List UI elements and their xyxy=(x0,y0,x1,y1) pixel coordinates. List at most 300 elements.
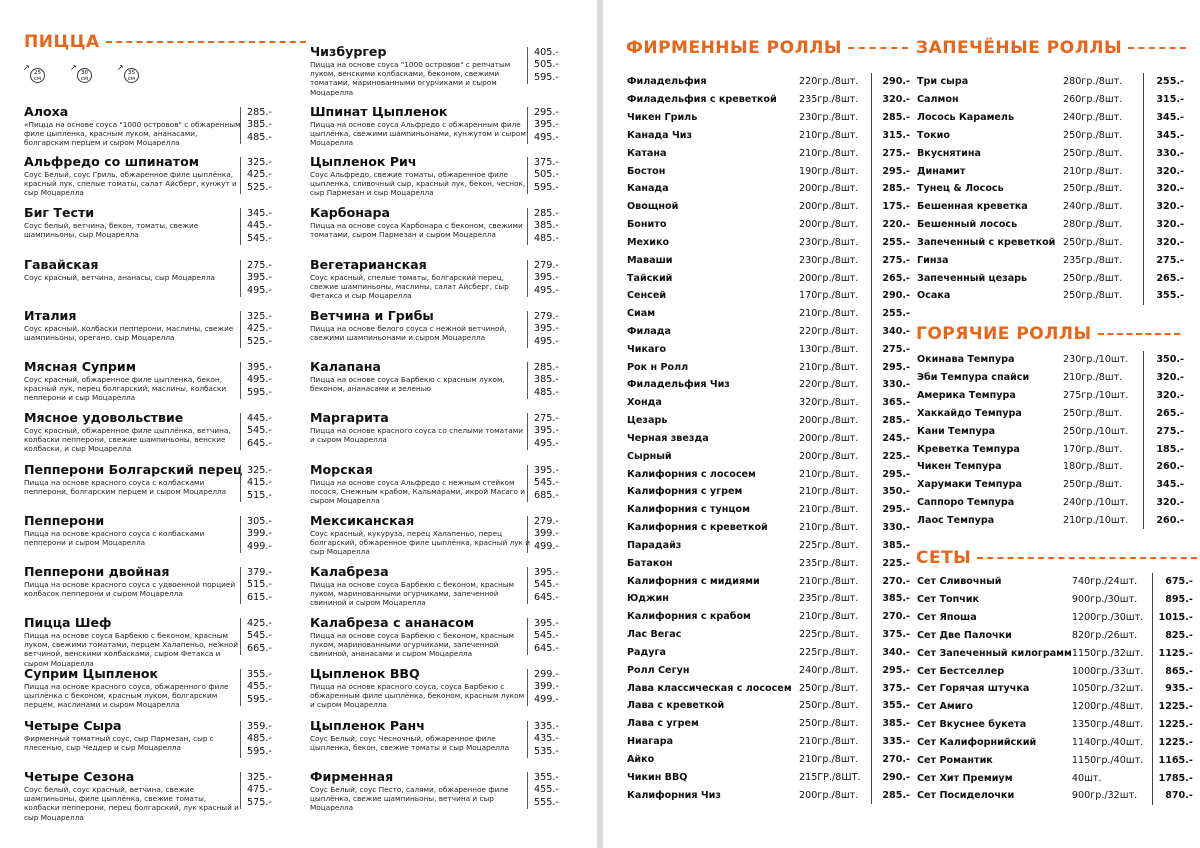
pizza-name: Биг Тести xyxy=(24,205,95,220)
item-name: Чикаго xyxy=(627,343,667,355)
pizza-description: Соус Альфредо, свежие томаты, обжаренное филе цыпленка, сливочный сыр, красный лук, бекон, чеснок, сыр Пармезан и сыр Моцарелла xyxy=(310,170,526,198)
pizza-item xyxy=(310,308,576,347)
item-price: 290.- xyxy=(882,290,910,302)
menu-row xyxy=(917,494,1184,512)
item-name: Бонито xyxy=(627,219,667,231)
item-weight: 230гр./8шт. xyxy=(799,236,859,248)
menu-row xyxy=(917,287,1184,305)
menu-row xyxy=(627,126,910,144)
pizza-price: 399.- xyxy=(534,528,559,540)
hot-rolls-list xyxy=(917,351,1184,529)
menu-row xyxy=(917,369,1184,387)
pizza-name: Четыре Сыра xyxy=(24,718,122,733)
item-price: 295.- xyxy=(882,361,910,373)
pizza-price: 395.- xyxy=(534,567,559,578)
item-weight: 40шт. xyxy=(1071,772,1102,784)
pizza-description: «Пицца на основе соуса "1000 островов" с обжаренным филе цыпленка, красным луком, ананасами, болгарским перцем и сыром Моцарелла xyxy=(24,120,241,148)
menu-row xyxy=(917,144,1184,162)
item-price: 355.- xyxy=(1156,290,1184,302)
item-name: Лосось Карамель xyxy=(917,112,1015,124)
pizza-price: 515.- xyxy=(247,489,272,501)
pizza-description: Пицца на основе красного соуса с удвоенной порцией колбасок пепперони и сыром Моцарелла xyxy=(24,580,236,599)
item-price: 330.- xyxy=(1156,147,1184,159)
item-name: Харумаки Темпура xyxy=(917,479,1022,491)
pizza-name: Мясное удовольствие xyxy=(24,410,184,425)
menu-row xyxy=(917,440,1184,458)
item-weight: 275гр./10шт. xyxy=(1063,390,1129,402)
pizza-price: 575.- xyxy=(247,796,272,808)
menu-row xyxy=(627,233,910,251)
pizza-price: 595.- xyxy=(534,181,559,193)
item-price: 320.- xyxy=(882,94,910,106)
menu-row xyxy=(917,198,1184,216)
menu-row xyxy=(917,680,1193,698)
item-price: 1165.- xyxy=(1158,754,1193,766)
pizza-price: 485.- xyxy=(534,386,559,398)
item-price: 290.- xyxy=(882,76,910,88)
pizza-price: 525.- xyxy=(247,335,272,347)
item-weight: 210гр./8шт. xyxy=(1063,165,1123,177)
pizza-price: 379.- xyxy=(247,567,272,578)
pizza-item xyxy=(24,769,289,822)
item-name: Тайский xyxy=(627,272,673,284)
pizza-price: 299.- xyxy=(534,669,559,680)
item-name: Юджин xyxy=(627,593,669,605)
pizza-description: Пицца на основе белого соуса с нежной ветчиной, свежими шампиньонами и сыром Моцарелла xyxy=(310,324,507,343)
item-name: Филадельфия с креветкой xyxy=(627,94,777,106)
pizza-prices xyxy=(527,157,576,194)
hot-rolls-title-text: ГОРЯЧИЕ РОЛЛЫ xyxy=(916,324,1092,344)
item-price: 345.- xyxy=(1156,479,1184,491)
diameter-arrow-icon: ↗ xyxy=(117,63,124,72)
item-weight: 220гр./8шт. xyxy=(799,326,859,337)
item-price: 245.- xyxy=(882,432,910,444)
item-price: 825.- xyxy=(1165,629,1193,641)
pizza-price: 375.- xyxy=(534,157,559,168)
menu-row xyxy=(917,476,1184,494)
pizza-price: 275.- xyxy=(247,260,272,271)
item-price: 285.- xyxy=(882,183,910,195)
item-name: Эби Темпура спайси xyxy=(917,372,1030,384)
item-name: Цезарь xyxy=(627,415,668,427)
menu-row xyxy=(917,769,1193,787)
pizza-price: 445.- xyxy=(247,413,272,424)
pizza-price: 455.- xyxy=(247,681,272,693)
item-weight: 250гр./8шт. xyxy=(1063,147,1123,159)
item-weight: 210гр./8шт. xyxy=(799,308,859,320)
menu-row xyxy=(627,162,910,180)
item-weight: 250гр./8шт. xyxy=(799,700,859,712)
item-weight: 200гр./8шт. xyxy=(799,432,859,444)
item-name: Батакон xyxy=(627,557,673,569)
menu-row xyxy=(627,715,910,733)
item-weight: 210гр./8шт. xyxy=(799,504,859,516)
pizza-item xyxy=(310,718,576,757)
menu-row xyxy=(917,751,1193,769)
pizza-price: 275.- xyxy=(534,413,559,424)
menu-row xyxy=(917,458,1184,476)
item-name: Сет Япоша xyxy=(917,612,977,624)
item-weight: 200гр./8шт. xyxy=(799,415,859,427)
item-price: 895.- xyxy=(1165,594,1193,606)
item-name: Бостон xyxy=(627,165,666,177)
item-price: 260.- xyxy=(1156,514,1184,526)
pizza-name: Суприм Цыпленок xyxy=(24,666,159,681)
pizza-price: 385.- xyxy=(534,220,559,232)
pizza-price: 545.- xyxy=(534,630,559,642)
item-price: 175.- xyxy=(882,201,910,213)
item-price: 1125.- xyxy=(1158,647,1193,659)
item-weight: 230гр./10шт. xyxy=(1063,354,1129,366)
pizza-price: 499.- xyxy=(534,693,559,705)
menu-row xyxy=(917,387,1184,405)
item-name: Ролл Сегун xyxy=(627,664,690,676)
pizza-prices xyxy=(527,107,576,144)
menu-row xyxy=(627,216,910,234)
pizza-price: 355.- xyxy=(247,669,272,680)
item-price: 320.- xyxy=(1156,390,1184,402)
pizza-item xyxy=(24,666,289,710)
item-weight: 225гр./8шт. xyxy=(799,646,859,658)
pizza-item xyxy=(310,359,576,398)
item-weight: 250гр./8шт. xyxy=(799,682,859,694)
item-name: Калифорния с креветкой xyxy=(627,522,768,534)
item-name: Чикин BBQ xyxy=(627,771,688,783)
menu-row xyxy=(627,144,910,162)
pizza-item xyxy=(24,513,289,552)
menu-page-right xyxy=(603,0,1200,848)
item-weight: 1350гр./48шт. xyxy=(1071,719,1144,731)
item-weight: 1200гр./30шт. xyxy=(1071,612,1144,624)
pizza-description: Соус красный, спелые томаты, болгарский перец, свежие шампиньоны, маслины, салат Айсберг, сыр Фетакса и сыр Моцарелла xyxy=(310,273,509,301)
pizza-price: 525.- xyxy=(247,181,272,193)
menu-row xyxy=(627,786,910,804)
pizza-price: 685.- xyxy=(534,489,559,501)
item-weight: 250гр./8шт. xyxy=(1063,129,1123,141)
pizza-item xyxy=(24,308,289,347)
item-weight: 1000гр./33шт. xyxy=(1071,665,1144,677)
menu-row xyxy=(627,287,910,305)
pizza-item xyxy=(310,462,576,506)
menu-row xyxy=(917,609,1193,627)
menu-row xyxy=(917,351,1184,369)
item-price: 320.- xyxy=(1156,372,1184,384)
item-weight: 740гр./24шт. xyxy=(1071,576,1138,588)
pizza-prices xyxy=(527,260,576,297)
pizza-price: 495.- xyxy=(534,284,559,296)
item-name: Запеченный с креветкой xyxy=(917,236,1056,248)
pizza-prices xyxy=(527,362,576,399)
item-price: 320.- xyxy=(1156,219,1184,231)
pizza-description: Фирменный томатный соус, сыр Пармезан, сыр с плесенью, сыр Чеддер и сыр Моцарелла xyxy=(24,734,214,753)
pizza-item xyxy=(310,666,576,710)
menu-row xyxy=(917,716,1193,734)
item-weight: 250гр./10шт. xyxy=(1063,425,1129,437)
pizza-name: Маргарита xyxy=(310,410,389,425)
pizza-item xyxy=(24,564,289,603)
item-price: 320.- xyxy=(1156,165,1184,177)
menu-row xyxy=(627,447,910,465)
item-weight: 280гр./8шт. xyxy=(1063,76,1123,88)
item-weight: 190гр./8шт. xyxy=(799,165,859,177)
item-weight: 250гр./8шт. xyxy=(1063,183,1123,195)
item-weight: 250гр./8шт. xyxy=(1063,479,1123,491)
pizza-name: Морская xyxy=(310,462,373,477)
item-price: 275.- xyxy=(1156,425,1184,437)
pizza-price: 395.- xyxy=(247,272,272,284)
pizza-price: 485.- xyxy=(247,733,272,745)
item-price: 870.- xyxy=(1165,790,1193,802)
pizza-price: 545.- xyxy=(534,579,559,591)
pizza-description: Пицца на основе соуса Барбекю с беконом, красным луком, свежими томатами, перцем Халапеньо, нежной ветчиной, венскими колбасками, сыром Фетакса и сыром Моцарелла xyxy=(24,631,239,668)
item-name: Сет Запеченный килограмм xyxy=(917,647,1072,659)
pizza-description: Пицца на основе соуса Альфредо с обжаренным филе цыплёнка, свежими шампиньонами, кунжутом и сыром Моцарелла xyxy=(310,120,526,148)
pizza-prices xyxy=(240,618,289,655)
item-weight: 820гр./26шт. xyxy=(1071,629,1138,641)
pizza-price: 399.- xyxy=(247,528,272,540)
pizza-name: Пепперони двойная xyxy=(24,564,170,579)
pizza-prices xyxy=(527,669,576,706)
menu-row xyxy=(627,554,910,572)
menu-row xyxy=(917,251,1184,269)
item-name: Америка Темпура xyxy=(917,390,1016,402)
item-weight: 235гр./8шт. xyxy=(799,94,859,106)
item-price: 225.- xyxy=(882,557,910,569)
item-weight: 210гр./8шт. xyxy=(799,468,859,480)
pizza-price: 445.- xyxy=(247,220,272,232)
item-price: 290.- xyxy=(882,771,910,783)
pizza-prices xyxy=(527,47,576,84)
pizza-item xyxy=(310,257,576,301)
item-price: 365.- xyxy=(882,397,910,409)
item-name: Сет Бестселлер xyxy=(917,665,1005,677)
title-divider xyxy=(848,47,908,49)
pizza-price: 645.- xyxy=(247,437,272,449)
pizza-description: Соус Белый, соус Чесночный, обжаренное филе цыпленка, бекон, свежие томаты и сыр Моцарелла xyxy=(310,734,510,753)
item-name: Хонда xyxy=(627,397,662,409)
pizza-prices xyxy=(240,721,289,758)
menu-row xyxy=(627,73,910,91)
item-name: Катана xyxy=(627,147,667,159)
pizza-price: 305.- xyxy=(247,516,272,527)
pizza-name: Калабреза xyxy=(310,564,389,579)
item-price: 270.- xyxy=(882,611,910,623)
pizza-price: 279.- xyxy=(534,516,559,527)
pizza-name: Альфредо со шпинатом xyxy=(24,154,200,169)
item-name: Радуга xyxy=(627,646,666,658)
pizza-description: Соус красный, обжаренное филе цыпленка, бекон, красный лук, перец болгарский, маслины, колбаски пепперони и сыр Моцарелла xyxy=(24,375,227,403)
menu-row xyxy=(627,340,910,358)
pizza-price: 545.- xyxy=(247,232,272,244)
pizza-price: 395.- xyxy=(534,425,559,437)
menu-row xyxy=(917,573,1193,591)
pizza-item xyxy=(24,718,289,757)
menu-row xyxy=(917,733,1193,751)
menu-row xyxy=(627,323,910,341)
item-price: 345.- xyxy=(1156,112,1184,124)
menu-row xyxy=(627,483,910,501)
pizza-price: 285.- xyxy=(534,208,559,219)
pizza-price: 285.- xyxy=(534,362,559,373)
baked-rolls-title-text: ЗАПЕЧЁНЫЕ РОЛЛЫ xyxy=(916,38,1123,58)
pizza-description: Пицца на основе соуса Барбекю с красным луком, беконом, ананасами и зеленью xyxy=(310,375,505,394)
pizza-prices xyxy=(240,107,289,144)
pizza-name: Мясная Суприм xyxy=(24,359,137,374)
pizza-name: Цыпленок BBQ xyxy=(310,666,420,681)
pizza-item xyxy=(24,615,289,668)
size-circle-35 xyxy=(117,63,139,83)
item-name: Калифорния с лососем xyxy=(627,468,756,480)
pizza-name: Пепперони xyxy=(24,513,105,528)
sets-title-text: СЕТЫ xyxy=(916,548,972,568)
item-name: Ниагара xyxy=(627,736,674,748)
pizza-item xyxy=(24,410,289,454)
pizza-prices xyxy=(527,772,576,809)
item-name: Айко xyxy=(627,753,655,765)
item-name: Лава с креветкой xyxy=(627,700,725,712)
pizza-price: 345.- xyxy=(247,208,272,219)
size-value: 25 xyxy=(34,70,41,76)
pizza-prices xyxy=(240,311,289,348)
pizza-item xyxy=(310,769,576,813)
pizza-price: 395.- xyxy=(534,323,559,335)
item-weight: 250гр./8шт. xyxy=(1063,236,1123,248)
item-name: Лаос Темпура xyxy=(917,514,995,526)
item-price: 385.- xyxy=(882,718,910,730)
pizza-prices xyxy=(240,208,289,245)
menu-row xyxy=(627,180,910,198)
pizza-description: Пицца на основе соуса Карбонара с беконом, свежими томатами, сыром Пармезан и сыром Моцарелла xyxy=(310,221,523,240)
item-price: 375.- xyxy=(882,682,910,694)
menu-row xyxy=(917,126,1184,144)
item-name: Сиам xyxy=(627,308,656,320)
pizza-price: 495.- xyxy=(534,335,559,347)
pizza-name: Мексиканская xyxy=(310,513,415,528)
item-price: 265.- xyxy=(1156,272,1184,284)
item-price: 320.- xyxy=(1156,183,1184,195)
item-price: 1225.- xyxy=(1158,719,1193,731)
pizza-name: Италия xyxy=(24,308,77,323)
pizza-name: Калапана xyxy=(310,359,381,374)
pizza-item xyxy=(310,44,576,97)
item-price: 320.- xyxy=(1156,236,1184,248)
pizza-item xyxy=(310,104,576,148)
menu-row xyxy=(917,591,1193,609)
item-name: Рок н Ролл xyxy=(627,361,689,373)
item-name: Сет Хит Премиум xyxy=(917,772,1013,784)
pizza-name: Карбонара xyxy=(310,205,390,220)
item-price: 220.- xyxy=(882,219,910,231)
item-price: 355.- xyxy=(882,700,910,712)
item-name: Калифорния с тунцом xyxy=(627,504,750,516)
pizza-prices xyxy=(240,465,289,502)
hot-rolls-title xyxy=(916,324,1180,344)
item-name: Гинза xyxy=(917,254,949,266)
item-weight: 220гр./8шт. xyxy=(799,76,859,88)
item-weight: 230гр./8шт. xyxy=(799,254,859,266)
item-name: Сет Две Палочки xyxy=(917,629,1012,641)
item-weight: 220гр./8шт. xyxy=(799,379,859,391)
item-weight: 235гр./8шт. xyxy=(799,593,859,605)
sets-list xyxy=(917,573,1193,805)
pizza-price: 475.- xyxy=(247,784,272,796)
menu-row xyxy=(917,787,1193,805)
pizza-price: 485.- xyxy=(247,131,272,143)
item-name: Окинава Темпура xyxy=(917,354,1015,366)
item-name: Саппоро Темпура xyxy=(917,497,1015,509)
signature-rolls-list xyxy=(627,73,910,804)
item-weight: 210гр./8шт. xyxy=(799,736,859,748)
menu-row xyxy=(627,412,910,430)
pizza-description: Пицца на основе соуса Барбекю с беконом, красным луком, маринованными огурчиками, запеченной свининой, ананасами и сыром Моцарелла xyxy=(310,631,515,659)
item-name: Канада Чиз xyxy=(627,129,693,141)
pizza-price: 515.- xyxy=(247,579,272,591)
pizza-name: Цыпленок Рич xyxy=(310,154,417,169)
baked-rolls-title xyxy=(916,38,1186,58)
item-weight: 900гр./32шт. xyxy=(1071,790,1138,802)
item-name: Бешенный лосось xyxy=(917,219,1018,231)
pizza-prices xyxy=(527,465,576,502)
pizza-description: Пицца на основе соуса Альфредо с нежным стейком лосося, Снежным крабом, Кальмарами, икрой Масаго и сыром Моцарелла xyxy=(310,478,526,506)
item-weight: 240гр./8шт. xyxy=(1063,201,1123,213)
item-weight: 210гр./8шт. xyxy=(799,522,859,534)
item-name: Маваши xyxy=(627,254,673,266)
menu-row xyxy=(627,572,910,590)
item-price: 275.- xyxy=(882,147,910,159)
item-name: Вкуснятина xyxy=(917,147,981,159)
item-name: Филадельфия xyxy=(627,76,707,88)
item-name: Сет Калифорнийский xyxy=(917,736,1037,748)
item-price: 255.- xyxy=(882,308,910,320)
item-weight: 210гр./8шт. xyxy=(1063,372,1123,384)
pizza-price: 325.- xyxy=(247,157,272,168)
pizza-price: 385.- xyxy=(534,374,559,386)
pizza-price: 495.- xyxy=(247,374,272,386)
item-weight: 130гр./8шт. xyxy=(799,343,859,355)
pizza-price: 385.- xyxy=(247,119,272,131)
pizza-item xyxy=(24,359,289,403)
pizza-item xyxy=(24,257,289,296)
pizza-item xyxy=(310,513,576,557)
pizza-name: Пепперони Болгарский перец xyxy=(24,462,243,477)
pizza-title-text: ПИЦЦА xyxy=(24,32,100,52)
item-weight: 1140гр./40шт. xyxy=(1071,736,1144,748)
menu-row xyxy=(627,430,910,448)
menu-row xyxy=(917,404,1184,422)
pizza-size-legend xyxy=(23,63,150,92)
menu-row xyxy=(627,768,910,786)
pizza-description: Соус Белый, соус Гриль, обжаренное филе цыплёнка, красный лук, спелые томаты, салат Айсберг, кунжут и сыр Моцарелла xyxy=(24,170,237,198)
item-price: 315.- xyxy=(882,129,910,141)
menu-row xyxy=(627,269,910,287)
pizza-price: 405.- xyxy=(534,47,559,58)
size-unit: см xyxy=(127,76,136,82)
item-price: 270.- xyxy=(882,575,910,587)
menu-row xyxy=(627,644,910,662)
pizza-price: 325.- xyxy=(247,772,272,783)
pizza-name: Гавайская xyxy=(24,257,99,272)
item-price: 350.- xyxy=(882,486,910,498)
item-price: 295.- xyxy=(882,664,910,676)
diameter-arrow-icon: ↗ xyxy=(23,63,30,72)
menu-row xyxy=(627,750,910,768)
item-weight: 250гр./8шт. xyxy=(1063,272,1123,284)
item-price: 285.- xyxy=(882,112,910,124)
item-price: 340.- xyxy=(882,326,910,337)
pizza-price: 425.- xyxy=(247,618,272,629)
item-price: 320.- xyxy=(1156,201,1184,213)
pizza-price: 595.- xyxy=(247,693,272,705)
